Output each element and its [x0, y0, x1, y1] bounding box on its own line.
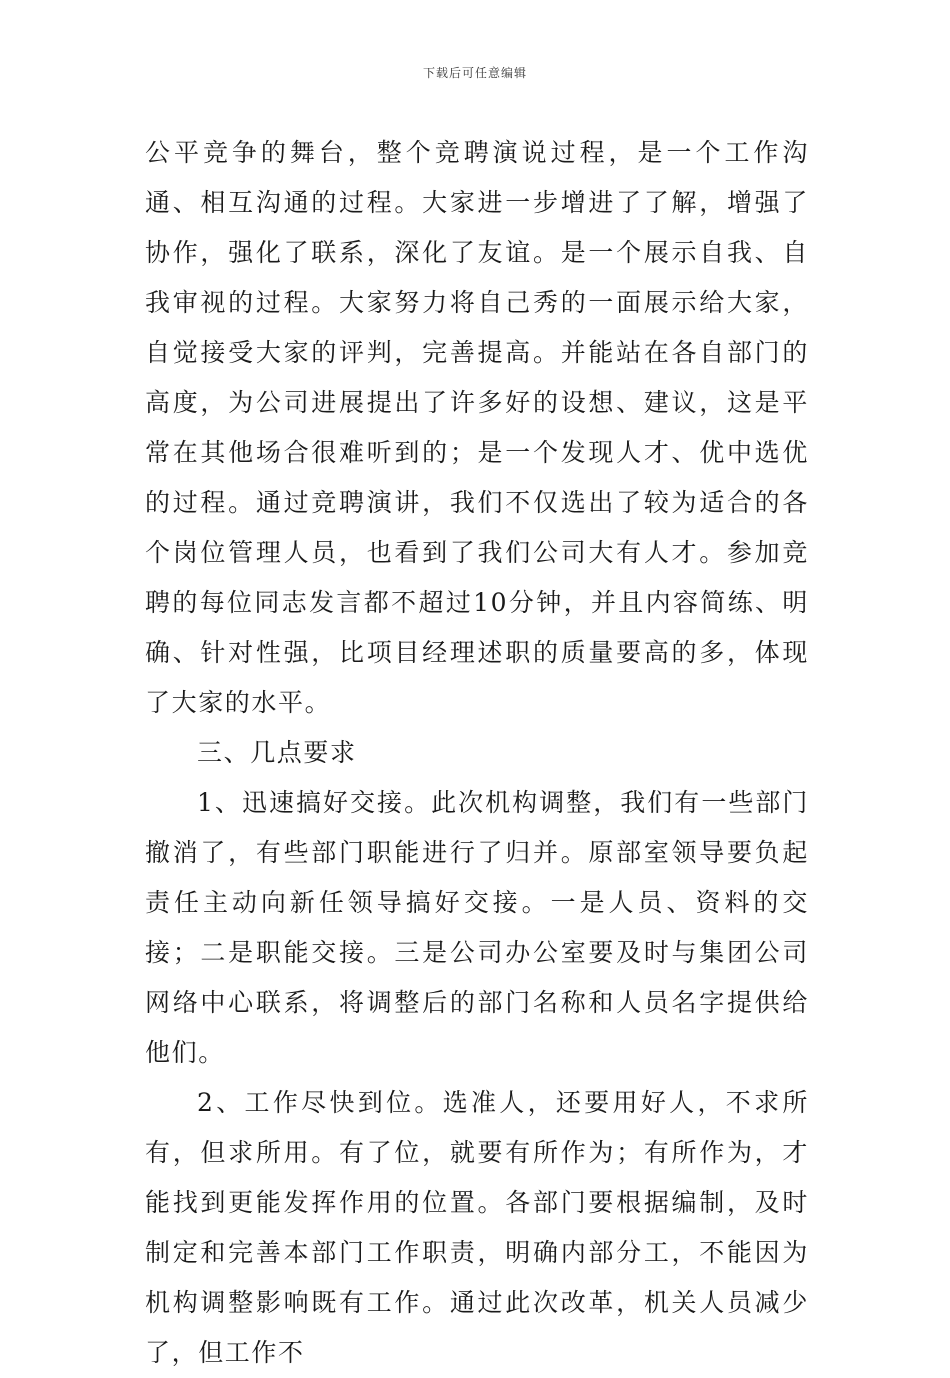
paragraph-continuation: 公平竞争的舞台，整个竞聘演说过程，是一个工作沟通、相互沟通的过程。大家进一步增进了了解，增强了协作，强化了联系，深化了友谊。是一个展示自我、自我审视的过程。大家努力将自己秀的一面展示给大家，自觉接受大家的评判，完善提高。并能站在各自部门的高度，为公司进展提出了许多好的设想、建议，这是平常在其他场合很难听到的；是一个发现人才、优中选优的过程。通过竞聘演讲，我们不仅选出了较为适合的各个岗位管理人员，也看到了我们公司大有人才。参加竞聘的每位同志发言都不超过10分钟，并且内容简练、明确、针对性强，比项目经理述职的质量要高的多，体现了大家的水平。	[145, 138, 809, 717]
paragraph-requirement-2: 2、工作尽快到位。选准人，还要用好人，不求所有，但求所用。有了位，就要有所作为；有所作为，才能找到更能发挥作用的位置。各部门要根据编制，及时制定和完善本部门工作职责，明确内部分工，不能因为机构调整影响既有工作。通过此次改革，机关人员减少了，但工作不	[145, 1088, 809, 1367]
paragraph-requirement-1: 1、迅速搞好交接。此次机构调整，我们有一些部门撤消了，有些部门职能进行了归并。原部室领导要负起责任主动向新任领导搞好交接。一是人员、资料的交接；二是职能交接。三是公司办公室要及时与集团公司网络中心联系，将调整后的部门名称和人员名字提供给他们。	[145, 788, 809, 1067]
page-header: 下载后可任意编辑	[422, 66, 527, 80]
document-body	[145, 128, 809, 1378]
section-heading: 三、几点要求	[197, 738, 357, 767]
